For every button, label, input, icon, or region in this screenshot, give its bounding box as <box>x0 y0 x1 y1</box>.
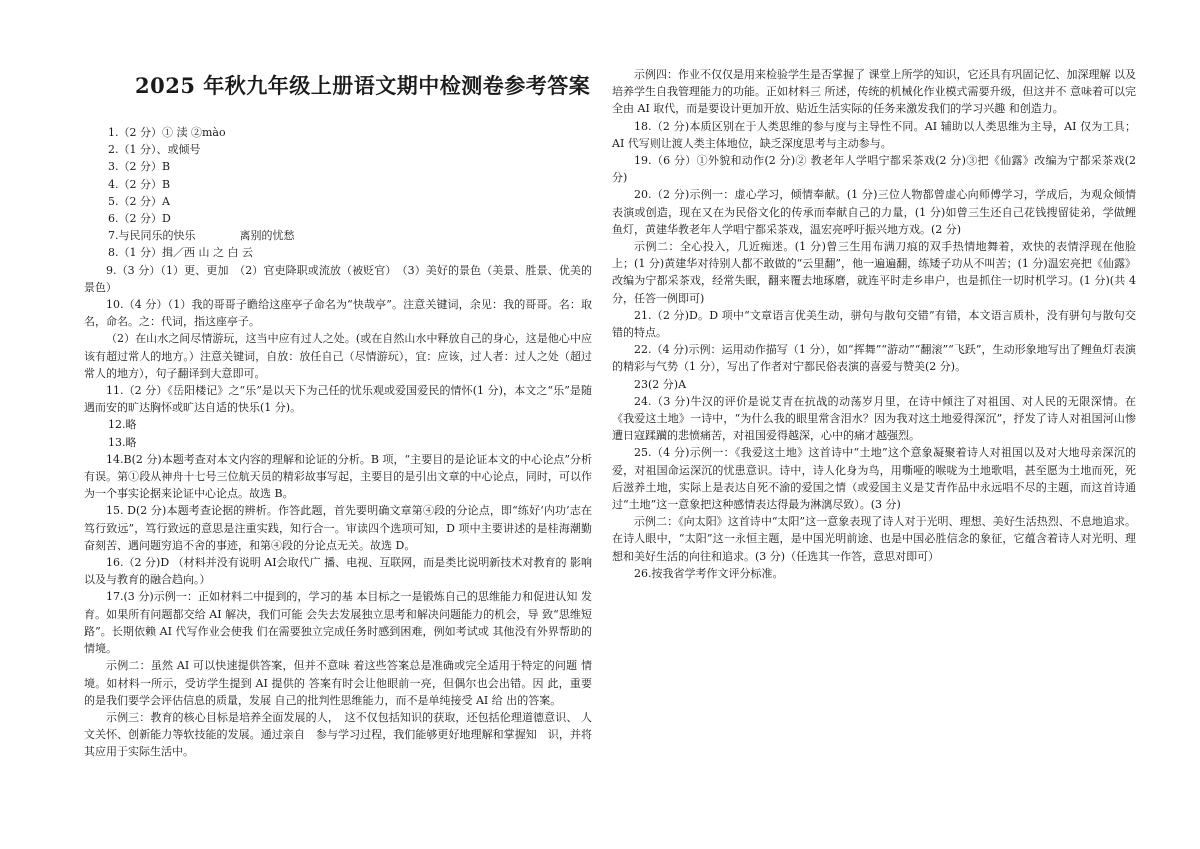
answer-9: 9.（3 分）（1）更、更加 （2）官吏降职或流放（被贬官） （3）美好的景色（美景、胜景、优美的景色） <box>84 263 592 294</box>
answer-25-example-2: 示例二：《向太阳》这首诗中“太阳”这一意象表现了诗人对于光明、理想、美好生活热烈、不息地追求。在诗人眼中，“太阳”这一永恒主题，是中国光明前途、也是中国必胜信念的象征，它蕴含着诗人对光明、理想和美好生活的向往和追求。(3 分)（任选其一作答，意思对即可） <box>612 515 1136 563</box>
answer-13: 13.略 <box>108 435 137 449</box>
answer-5: 5.（2 分）A <box>108 194 170 208</box>
answer-17-example-4: 示例四：作业不仅仅是用来检验学生是否掌握了 课堂上所学的知识，它还具有巩固记忆、加深理解 以及培养学生自我管理能力的功能。正如材料三 所述，传统的机械化作业模式需要升级，但这并不 意味着可以完全由 AI 取代，而是要设计更加开放、贴近生活实际的任务来激发我们的学习兴趣 和创造力。 <box>612 68 1136 116</box>
answer-4: 4.（2 分）B <box>108 177 171 191</box>
answer-1: 1.（2 分）① 渎 ②mào <box>108 126 226 139</box>
answer-20-example-2: 示例二：全心投入，几近痴迷。(1 分)曾三生用布满刀痕的双手热情地舞着，欢快的表情浮现在他脸上；(1 分)黄建华对待别人都不敢做的“云里翻”，他一遍遍翻，练矮子功从不叫苦；(1 分)温宏亮把《仙露》改编为宁都采茶戏，经常失眠，翻来覆去地琢磨，就连平时走乡串户，也是抓住一切时机学习。(1 分)(共 4 分，任答一例即可) <box>612 240 1136 305</box>
answer-10-2: （2）在山水之间尽情游玩，这当中应有过人之处。(或在自然山水中释放自己的身心，这是他心中应该有超过常人的地方。）注意关键词，自放：放任自己（尽情游玩），宜：应该，过人者：过人之处（超过常人的地方），句子翻译到大意即可。 <box>84 332 592 380</box>
answer-17-example-3: 示例三：教育的核心目标是培养全面发展的人， 这不仅包括知识的获取，还包括伦理道德意识、 人文关怀、创新能力等软技能的发展。通过亲自 参与学习过程，我们能够更好地理解和掌握知 识，并将其应用于实际生活中。 <box>84 710 592 759</box>
answer-25-example-1: 25.（4 分)示例一：《我爱这土地》这首诗中“土地”这个意象凝聚着诗人对祖国以及对大地母亲深沉的爱，对祖国命运深沉的忧患意识。诗中，诗人化身为鸟，用嘶哑的喉咙为土地歌唱，甚至愿为土地而死，死后滋养土地，实际上是表达自死不渝的爱国之情（或爱国主义是艾青作品中永远唱不尽的主题，而这首诗通过“土地”这一意象把这种感情表达得最为淋漓尽致）。(3 分) <box>612 446 1136 512</box>
answer-16: 16.（2 分)D （材料并没有说明 AI会取代广 播、电视、互联网，而是类比说明新技术对教育的 影响以及与教育的融合趋向。） <box>84 556 592 587</box>
answer-26: 26.按我省学考作文评分标准。 <box>634 566 784 580</box>
answer-12: 12.略 <box>108 418 137 432</box>
answer-17-example-2: 示例二：虽然 AI 可以快速提供答案，但并不意味 着这些答案总是准确或完全适用于特定的问题 情境。如材料一所示，受访学生提到 AI 提供的 答案有时会让他眼前一亮，但偶尔也会出错。因 此，重要的是我们要学会评估信息的质量，发展 自己的批判性思维能力，而不是单纯接受 AI 给 出的答案。 <box>84 659 592 707</box>
answer-20-example-1: 20.（2 分)示例一：虚心学习，倾情奉献。(1 分)三位人物都曾虚心向师傅学习，学成后，为观众倾情表演或创造，现在又在为民俗文化的传承而奉献自己的力量，(1 分)如曾三生还自己花钱搜留徒弟，学做鲤鱼灯，黄建华教老年人学唱宁都采茶戏，温宏亮呼吁振兴地方戏。(2 分) <box>612 188 1136 236</box>
answer-6: 6.（2 分）D <box>108 212 171 226</box>
answer-15: 15. D(2 分)本题考查论据的辨析。作答此题，首先要明确文章第④段的分论点，即“练好‘内功’志在笃行致远”，笃行致远的意思是注重实践，知行合一。审读四个选项可知，D 项中主要讲述的是桂海潮勤奋刻苦、遇问题穷追不舍的事迹，和第④段的分论点无关。故选 D。 <box>84 504 592 552</box>
answer-19: 19.（6 分）①外貌和动作(2 分)② 教老年人学唱宁都采茶戏(2 分)③把《仙露》改编为宁都采茶戏(2 分) <box>612 154 1136 185</box>
answer-18: 18.（2 分)本质区别在于人类思维的参与度与主导性不同。AI 辅助以人类思维为主导，AI 仅为工具；AI 代写则让渡人类主体地位，缺乏深度思考与主动参与。 <box>612 119 1136 150</box>
answer-23: 23(2 分)A <box>634 377 687 391</box>
right-column <box>612 66 1136 582</box>
answer-11: 11.（2 分）《岳阳楼记》之“乐”是以天下为己任的忧乐观或爱国爱民的情怀(1 分)，本文之“乐”是随遇而安的旷达胸怀或旷达自适的快乐(1 分)。 <box>84 384 592 415</box>
answer-2: 2.（1 分）、或倾号 <box>108 143 201 157</box>
answer-7: 7.与民同乐的快乐 离别的忧愁 <box>108 229 295 243</box>
answer-8: 8.（1 分）揖／西 山 之 白 云 <box>108 246 253 260</box>
answer-14: 14.B(2 分)本题考查对本文内容的理解和论证的分析。B 项，“主要目的是论证本文的中心论点”分析有误。第①段从神舟十七号三位航天员的精彩故事写起，主要目的是引出文章的中心论点，同时，可以作为一个事实论据来论证中心论点。故选 B。 <box>84 452 592 501</box>
answer-24: 24.（3 分)牛汉的评价是说艾青在抗战的动荡岁月里，在诗中倾注了对祖国、对人民的无限深情。在《我爱这土地》一诗中，“为什么我的眼里常含泪水？因为我对这土地爱得深沉”，抒发了诗人对祖国河山惨遭日寇蹂躏的悲愤痛苦，对祖国爱得越深，心中的痛才越强烈。 <box>612 394 1136 443</box>
answer-17-example-1: 17.(3 分)示例一：正如材料二中提到的，学习的基 本目标之一是锻炼自己的思维能力和促进认知 发育。如果所有问题都交给 AI 解决，我们可能 会失去发展独立思考和解决问题能力的机会，导 致“思维短路”。长期依赖 AI 代写作业会使我 们在需要独立完成任务时感到困难，例如考试或 其他没有外界帮助的情境。 <box>84 590 592 656</box>
answer-3: 3.（2 分）B <box>108 160 171 174</box>
answer-10-1: 10.（4 分）（1）我的哥哥子瞻给这座亭子命名为“快哉亭”。注意关键词，余见：我的哥哥。名：取名，命名。之：代词，指这座亭子。 <box>84 298 592 329</box>
answer-21: 21.（2 分)D。D 项中“文章语言优美生动，骈句与散句交错”有错，本文语言质朴，没有骈句与散句交错的特点。 <box>612 308 1136 340</box>
answer-22: 22.（4 分)示例：运用动作描写（1 分），如“挥舞”“游动”“翻滚”“飞跃”，生动形象地写出了鲤鱼灯表演的精彩与气势（1 分），写出了作者对宁都民俗表演的喜爱与赞美(2 分)。 <box>612 343 1136 374</box>
document-title: 2025 年秋九年级上册语文期中检测卷参考答案 <box>135 73 591 98</box>
